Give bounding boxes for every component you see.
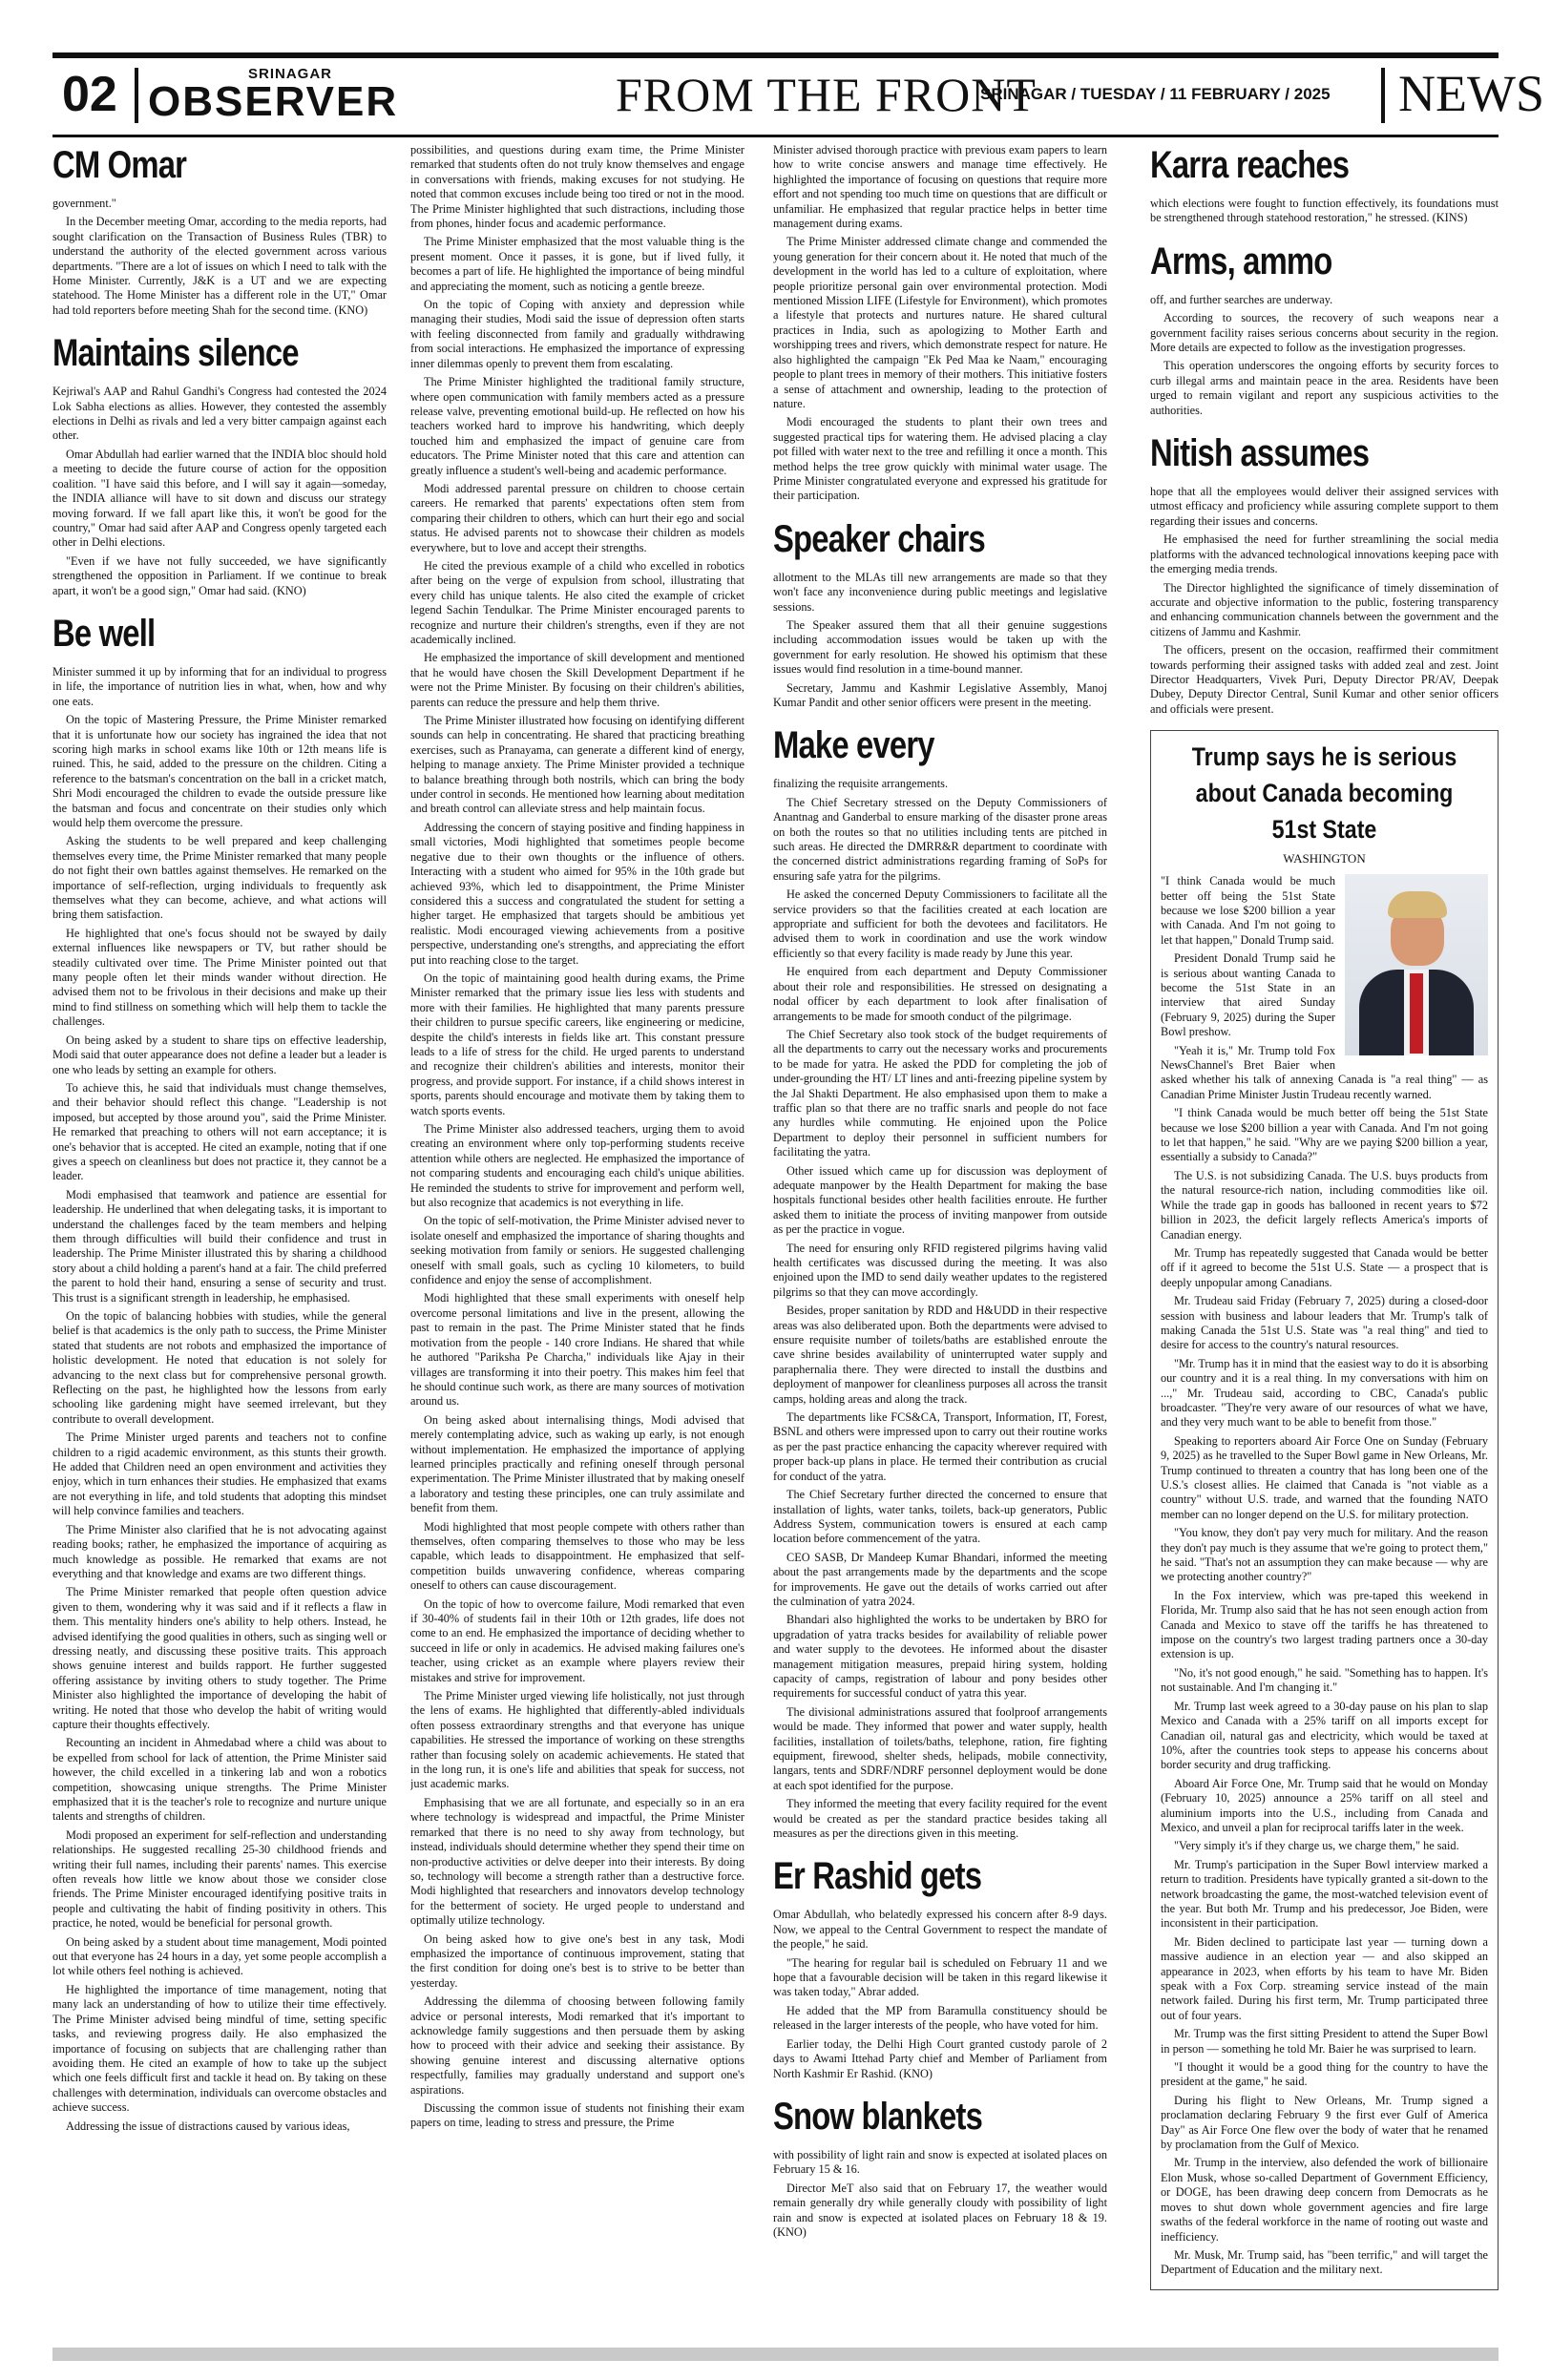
article-paragraph: Other issued which came up for discussion was deployment of adequate manpower by the Health Department for making the base hospitals functional besides other health facilities enroute. He further asked them to initiate the process of inviting manpower from outside as per the practice in vogue. bbox=[773, 1163, 1107, 1237]
article-headline: Be well bbox=[52, 612, 156, 655]
dateline: SRINAGAR / TUESDAY / 11 FEBRUARY / 2025 bbox=[980, 85, 1331, 103]
article-paragraph: Kejriwal's AAP and Rahul Gandhi's Congress had contested the 2024 Lok Sabha elections as allies. However, they contested the assembly elections in Delhi as rivals and led a very bitter campaign against each other. bbox=[52, 385, 387, 443]
article-paragraph: Omar Abdullah, who belatedly expressed his concern after 8-9 days. Now, we appeal to the Central Government to respect the mandate of the people," he said. bbox=[773, 1908, 1107, 1952]
article-paragraph: Addressing the concern of staying positive and finding happiness in small victories, Modi highlighted that sometimes people become negative due to their own thoughts or the influence of others. Interacting with a student who aimed for 95% in the 10th grade but achieved 93%, which led to disappointment, the Prime Minister considered this a success and congratulated the student for setting a higher target. He emphasized that targets should be ambitious yet realistic. Modi encouraged viewing achievements from a positive perspective, understanding one's strengths, and appreciating the effort put into reaching close to the target. bbox=[410, 820, 744, 967]
article-paragraph: "Mr. Trump has it in mind that the easiest way to do it is absorbing our country and it is a real thing. In my conversations with him on ...," Mr. Trudeau said, according to CBC, Canada's public broadcaster. "They're very aware of our resources of what we have, and they very much want to be able to benefit from those." bbox=[1161, 1356, 1488, 1430]
article-paragraph: President Donald Trump said he is serious about wanting Canada to become the 51st State in an interview that aired Sunday (February 9, 2025) during the Super Bowl preshow. bbox=[1161, 951, 1335, 1039]
boxed-article bbox=[1150, 730, 1499, 2290]
article-paragraph: The need for ensuring only RFID registered pilgrims having valid health certificates was discussed during the meeting. It was also enjoined upon the IMD to send daily weather updates to the registered pilgrims so that they can move accordingly. bbox=[773, 1241, 1107, 1299]
article-paragraph: Mr. Trump's participation in the Super Bowl interview marked a return to tradition. Presidents have typically granted a sit-down to the network broadcasting the game, the most-watched television event of the year. But both Mr. Trump and his predecessor, Joe Biden, were inconsistent in their participation. bbox=[1161, 1857, 1488, 1931]
article-paragraph: The Prime Minister urged viewing life holistically, not just through the lens of exams. He highlighted that differently-abled individuals often possess extraordinary strengths and that everyone has unique capabilities. He stressed the importance of working on these strengths rather than focusing solely on academic achievements. He stated that in the long run, it is one's life and abilities that speak for success, not just academic marks. bbox=[410, 1689, 744, 1791]
article-paragraph: The U.S. is not subsidizing Canada. The U.S. buys products from the natural resource-rich nation, including commodities like oil. While the trade gap in goods has ballooned in recent years to $72 billion in 2023, the deficit largely reflects America's imports of Canadian energy. bbox=[1161, 1168, 1488, 1242]
masthead-divider bbox=[1381, 68, 1385, 123]
article-paragraph: government." bbox=[52, 197, 116, 210]
article-paragraph: He highlighted the importance of time management, noting that many lack an understanding of how to utilize their time effectively. The Prime Minister advised being mindful of time, setting specific tasks, and reviewing progress daily. He also emphasized the importance of focusing on subjects that are challenging rather than avoiding them. He cited an example of how to take up the subject which one feels difficult first and tackle it head on. By taking on these challenges with determination, individuals can overcome obstacles and achieve success. bbox=[52, 1982, 387, 2115]
article-paragraph: On being asked how to give one's best in any task, Modi emphasized the importance of continuous improvement, stating that the first condition for doing one's best is to strive to be better than yesterday. bbox=[410, 1931, 744, 1990]
article-paragraph: This operation underscores the ongoing efforts by security forces to curb illegal arms and maintain peace in the area. Residents have been urged to remain vigilant and report any suspicious activities to the authorities. bbox=[1150, 359, 1499, 417]
article-paragraph: "Even if we have not fully succeeded, we have significantly strengthened the opposition in Parliament. If we continue to break apart, it won't be a good sign," Omar had said. (KNO) bbox=[52, 553, 387, 597]
article-paragraph: He emphasized the importance of skill development and mentioned that he would have chosen the Skill Development Department if he were not the Prime Minister. By focusing on their children's abilities, parents can reduce the pressure and help them thrive. bbox=[410, 651, 744, 709]
article-paragraph: He emphasised the need for further streamlining the social media platforms with the advanced technological innovations keeping pace with the emerging media trends. bbox=[1150, 532, 1499, 576]
article-paragraph: The officers, present on the occasion, reaffirmed their commitment towards performing their assigned tasks with added zeal and zest. Joint Director Headquarters, Vivek Puri, Deputy Director PR/AV, Deepak Dubey, Deputy Director Central, Sunil Kumar and other senior officers and officials were present. bbox=[1150, 643, 1499, 716]
article-paragraph: Modi encouraged the students to plant their own trees and suggested practical tips for watering them. He advised placing a clay pot filled with water next to the tree and refilling it once a month. This method helps the tree grow quickly with minimal water usage. The Prime Minister congratulated everyone and expressed his gratitude for their participation. bbox=[773, 415, 1107, 503]
article-paragraph: The Prime Minister also addressed teachers, urging them to avoid creating an environment where only top-performing students receive attention while others are neglected. He emphasized the importance of not comparing students and encouraging each child's unique abilities. He reminded the students to strive for improvement and perform well, but also recognize that academics is not everything in life. bbox=[410, 1122, 744, 1210]
article-paragraph: He highlighted that one's focus should not be swayed by daily external influences like newspapers or TV, but rather should be steadily cultivated over time. The Prime Minister pointed out that many people often let their minds wander without direction. He advised them not to be frivolous in their decisions and make up their mind to find stillness on something which will help them to tackle the challenges. bbox=[52, 926, 387, 1029]
article-paragraph: Mr. Trump has repeatedly suggested that Canada would be better off if it agreed to become the 51st U.S. State — a prospect that is deeply unpopular among Canadians. bbox=[1161, 1245, 1488, 1289]
category-label: NEWS bbox=[1398, 65, 1544, 122]
article-paragraph: Modi highlighted that most people compete with others rather than themselves, often comparing themselves to those who may be less capable, which leads to disappointment. He emphasized that self-competition builds unwavering confidence, whereas comparing oneself to others can cause discouragement. bbox=[410, 1519, 744, 1593]
article-paragraph: Addressing the dilemma of choosing between following family advice or personal interests, Modi remarked that it's important to acknowledge family suggestions and then persuade them by asking how to proceed with their advice and seeking their assistance. By showing genuine interest and discussing alternative options respectfully, families may gradually understand and support one's aspirations. bbox=[410, 1994, 744, 2097]
article-paragraph: On the topic of maintaining good health during exams, the Prime Minister remarked that the primary issue lies less with students and more with their families. He highlighted that many parents pressure their children to pursue specific careers, like engineering or medicine, despite the child's interests in fields like art. This constant pressure leads to a life of stress for the child. He urged parents to understand and recognize their children's abilities and interests, monitor their progress, and provide support. For instance, if a child shows interest in sports, parents should encourage and motivate them by taking them to watch sports events. bbox=[410, 971, 744, 1117]
boxed-article-headline: Trump says he is serious about Canada becoming 51st State bbox=[1191, 742, 1457, 845]
masthead bbox=[52, 52, 1544, 137]
article-headline: Speaker chairs bbox=[773, 517, 985, 560]
article-paragraph: On the topic of Mastering Pressure, the Prime Minister remarked that it is unfortunate how our society has ingrained the idea that not scoring high marks in school exams like 10th or 12th means life is ruined. This, he said, added to the pressure on the children. Citing a reference to the batsman's concentration on the ball in a cricket match, Shri Modi encouraged the children to evade the outside pressure like the batsman and focus and concentrate on their studies only which would help them overcome the pressure. bbox=[52, 713, 387, 829]
column-4 bbox=[1150, 143, 1499, 2343]
article-paragraph: Bhandari also highlighted the works to be undertaken by BRO for upgradation of yatra tracks besides for availability of reliable power and water supply to the devotees. He informed about the disaster management mitigation measures, prepaid hiring system, holding capacity of camps, registration of labour and pony besides other requirements for successful conduct of yatra this year. bbox=[773, 1613, 1107, 1701]
article-paragraph: Modi emphasised that teamwork and patience are essential for leadership. He underlined that when delegating tasks, it is important to understand the challenges faced by the team members and helping them through difficulties will build their confidence and trust in leadership. The Prime Minister illustrated this by sharing a childhood story about a child holding a parent's hand at a fair. The child preferred the parent to hold their hand, ensuring a sense of security and trust. This trust is a significant strength in leadership, he emphasised. bbox=[52, 1187, 387, 1305]
article-paragraph: finalizing the requisite arrangements. bbox=[773, 777, 949, 791]
article-paragraph: Mr. Trump was the first sitting President to attend the Super Bowl in person — something he told Mr. Baier he was surprised to learn. bbox=[1161, 2027, 1488, 2056]
article-headline: Maintains silence bbox=[52, 332, 299, 375]
article-paragraph: Recounting an incident in Ahmedabad where a child was about to be expelled from school for lack of attention, the Prime Minister said however, the child excelled in a tinkering lab and won a robotics competition, showcasing unique strengths. The Prime Minister emphasized that it is the teacher's role to recognize and nurture unique talents and strengths of children. bbox=[52, 1736, 387, 1824]
article-paragraph: He added that the MP from Baramulla constituency should be released in the larger interests of the people, who have voted for him. bbox=[773, 2003, 1107, 2033]
article-paragraph: "You know, they don't pay very much for military. And the reason they don't pay much is they assume that we're going to protect them," he said. "That's not an assumption they can make because — why are we protecting another country?" bbox=[1161, 1526, 1488, 1584]
article-paragraph: On being asked about internalising things, Modi advised that merely contemplating advice, such as waking up early, is not enough without implementation. He emphasized the importance of applying learned principles practically and refining oneself through personal experimentation. The Prime Minister illustrated that by making oneself a laboratory and testing these principles, one can truly assimilate and benefit from them. bbox=[410, 1412, 744, 1515]
article-paragraph: On the topic of how to overcome failure, Modi remarked that even if 30-40% of students fail in their 10th or 12th grades, life does not come to an end. He emphasized the importance of deciding whether to succeed in life or only in academics. He advised making failures one's teacher, using cricket as an example where players review their mistakes and strive for improvement. bbox=[410, 1597, 744, 1684]
article-paragraph: Aboard Air Force One, Mr. Trump said that he would on Monday (February 10, 2025) announce a 25% tariff on all steel and aluminium imports into the U.S., including from Canada and Mexico, and unveil a plan for reciprocal tariffs later in the week. bbox=[1161, 1776, 1488, 1834]
article-paragraph: "I think Canada would be much better off being the 51st State because we lose $200 billion a year with Canada. And I'm not going to let that happen," Donald Trump said. bbox=[1161, 874, 1335, 947]
article-headline: Er Rashid gets bbox=[773, 1855, 982, 1898]
article-paragraph: Secretary, Jammu and Kashmir Legislative Assembly, Manoj Kumar Pandit and other senior officers were present in the meeting. bbox=[773, 680, 1107, 709]
article-paragraph: off, and further searches are underway. bbox=[1150, 292, 1333, 306]
article-paragraph: The Prime Minister remarked that people often question advice given to them, wondering why it was said and if it reflects a flaw in them. This mentality hinders one's ability to help others. Instead, he advised identifying the good qualities in others, such as singing well or dressing neatly, and discussing these positive traits. This approach shows genuine interest and builds rapport. He further suggested offering assistance by inviting others to study together. The Prime Minister also highlighted the importance of developing the habit of writing. He noted that those who develop the habit of writing would capture their thoughts effectively. bbox=[52, 1585, 387, 1731]
column-2 bbox=[410, 143, 744, 2343]
article-paragraph: Minister advised thorough practice with previous exam papers to learn how to write concise answers and manage time effectively. He highlighted the importance of focusing on questions that require more effort and not spending too much time on questions that are difficult or unfamiliar. He emphasized that regular practice helps in better time management during exams. bbox=[773, 143, 1107, 231]
article-paragraph: In the December meeting Omar, according to the media reports, had sought clarification on the Transaction of Business Rules (TBR) to understand the authority of the elected government across various departments. "There are a lot of issues on which I need to talk with the Home Minister. Currently, J&K is a UT and we are expecting statehood. The Home Minister has a different role in the UT," Omar had told reporters before meeting Shah for the second time. (KNO) bbox=[52, 215, 387, 317]
article-paragraph: According to sources, the recovery of such weapons near a government facility raises serious concerns about security in the region. More details are expected to follow as the investigation progresses. bbox=[1150, 311, 1499, 355]
article-paragraph: "The hearing for regular bail is scheduled on February 11 and we hope that a favourable decision will be taken in this regard likewise it was taken today," Abrar added. bbox=[773, 1955, 1107, 1999]
article-paragraph: On being asked by a student to share tips on effective leadership, Modi said that outer appearance does not define a leader but a leader is one who leads by setting an example for others. bbox=[52, 1033, 387, 1076]
article-paragraph: allotment to the MLAs till new arrangements are made so that they won't face any inconvenience during public meetings and legislative sessions. bbox=[773, 570, 1107, 614]
article-paragraph: On the topic of balancing hobbies with studies, while the general belief is that academics is the only path to success, the Prime Minister stated that students are not robots and emphasized the importance of holistic development. He noted that education is not solely for advancing to the next class but for comprehensive personal growth. Reflecting on the past, he highlighted how the lessons from early schooling like gardening might have seemed irrelevant, but they contribute to overall development. bbox=[52, 1309, 387, 1426]
footer-bar bbox=[52, 2348, 1499, 2361]
article-paragraph: Modi proposed an experiment for self-reflection and understanding relationships. He suggested recalling 25-30 childhood friends and writing their full names, including their parents' names. This exercise often reveals how little we know about those we consider close friends. The Prime Minister encouraged identifying positive traits in people and cultivating the habit of finding positivity in others. This practice, he noted, would be beneficial for personal growth. bbox=[52, 1827, 387, 1931]
article-headline: Nitish assumes bbox=[1150, 432, 1370, 475]
article-paragraph: On the topic of self-motivation, the Prime Minister advised never to isolate oneself and emphasized the importance of sharing thoughts and seeking motivation from family or seniors. He suggested challenging oneself with small goals, such as cycling 10 kilometers, to build confidence and enjoy the sense of accomplishment. bbox=[410, 1214, 744, 1287]
column-1 bbox=[52, 143, 387, 2343]
article-paragraph: Omar Abdullah had earlier warned that the INDIA bloc should hold a meeting to decide the future course of action for the opposition coalition. "I have said this before, and I will say it again—someday, the INDIA alliance will have to sit down and discuss our strategy moving forward. If we fall apart like this, it won't be good for the country," Omar had said after AAP and Congress openly targeted each other in Delhi elections. bbox=[52, 447, 387, 550]
article-paragraph: On the topic of Coping with anxiety and depression while managing their studies, Modi said the issue of depression often starts with feeling disconnected from family and gradually withdrawing from social interactions. He emphasized the importance of expressing inner dilemmas openly to prevent them from escalating. bbox=[410, 298, 744, 370]
article-paragraph: The departments like FCS&CA, Transport, Information, IT, Forest, BSNL and others were impressed upon to carry out their routine works as per the past practice enhancing the capacity wherever required with proper back-up plans in place. He termed their contribution as crucial for conduct of the yatra. bbox=[773, 1410, 1107, 1483]
article-headline: Make every bbox=[773, 724, 934, 767]
logo-city: SRINAGAR bbox=[248, 66, 333, 82]
article-paragraph: Addressing the issue of distractions caused by various ideas, bbox=[66, 2119, 350, 2133]
trump-portrait-photo bbox=[1345, 874, 1488, 1055]
article-paragraph: "I thought it would be a good thing for the country to have the president at the game," he said. bbox=[1161, 2060, 1488, 2089]
article-paragraph: hope that all the employees would deliver their assigned services with utmost efficacy and proficiency while assuring complete support to them regarding their issues and concerns. bbox=[1150, 485, 1499, 528]
article-paragraph: The Prime Minister highlighted the traditional family structure, where open communication with family members acted as a pressure release valve, preventing emotional build-up. He reflected on how his teachers worked hard to improve his handwriting, which deeply touched him and emphasized the impact of genuine care from educators. The Prime Minister noted that this care and attention can greatly influence a student's well-being and academic performance. bbox=[410, 375, 744, 477]
article-paragraph: Minister summed it up by informing that for an individual to progress in life, the importance of nutrition lies in what, when, how and why one eats. bbox=[52, 664, 387, 708]
masthead-divider bbox=[135, 68, 138, 123]
article-paragraph: The Prime Minister urged parents and teachers not to confine children to a rigid academic environment, as this stunts their growth. He added that Children need an open environment and activities they enjoy, which in turn enhances their studies. He emphasized that exams are not everything in life, and told students that adopting this mindset will help convince families and teachers. bbox=[52, 1430, 387, 1518]
article-paragraph: with possibility of light rain and snow is expected at isolated places on February 15 & 16. bbox=[773, 2147, 1107, 2177]
article-paragraph: The Chief Secretary stressed on the Deputy Commissioners of Anantnag and Ganderbal to ensure marking of the disaster prone areas on both the routes so that no utilities including tents are pitched in such areas. He directed the DMRR&R department to coordinate with the concerned district administrations regarding framing of SoPs for ensuring safe yatra for the pilgrims. bbox=[773, 795, 1107, 883]
article-headline: Snow blankets bbox=[773, 2095, 982, 2138]
article-paragraph: "Very simply it's if they charge us, we charge them," he said. bbox=[1174, 1839, 1459, 1853]
article-paragraph: They informed the meeting that every facility required for the event would be created as per the standard practice besides taking all measures as per the directions given in this meeting. bbox=[773, 1797, 1107, 1841]
article-paragraph: Mr. Trudeau said Friday (February 7, 2025) during a closed-door session with business and labour leaders that Mr. Trump's talk of making Canada the 51st U.S. State was "a real thing" and tied to desire for access to the country's natural resources. bbox=[1161, 1294, 1488, 1352]
article-headline: Karra reaches bbox=[1150, 144, 1350, 186]
article-paragraph: Mr. Biden declined to participate last year — turning down a massive audience in an election year — and also skipped an appearance in 2023, when efforts by his team to have Mr. Biden speak with a Fox Corp. streaming service instead of the main network failed. During his first term, Mr. Trump participated three out of four years. bbox=[1161, 1934, 1488, 2022]
article-paragraph: Modi addressed parental pressure on children to choose certain careers. He remarked that parents' expectations often stem from comparing their children to others, which can hurt their ego and social status. He advised parents not to showcase their children as models everywhere, but to love and accept their strengths. bbox=[410, 481, 744, 554]
article-paragraph: Modi highlighted that these small experiments with oneself help overcome personal limitations and live in the present, allowing the past to remain in the past. The Prime Minister stated that he finds motivation from the people - 140 crore Indians. He shared that while he authored "Pariksha Pe Charcha," individuals like Ajay in their villages are transforming it into their poetry. This makes him feel that he should continue such work, as there are many sources of motivation around us. bbox=[410, 1291, 744, 1409]
article-paragraph: Mr. Trump last week agreed to a 30-day pause on his plan to slap Mexico and Canada with a 25% tariff on all imports except for Canadian oil, natural gas and electricity, which would be taxed at 10%, after the countries took steps to appease his concerns about border security and drug trafficking. bbox=[1161, 1699, 1488, 1772]
article-paragraph: Asking the students to be well prepared and keep challenging themselves every time, the Prime Minister remarked that many people do not fight their own battles against themselves. He remarked on the importance of self-reflection, urging individuals to frequently ask themselves what they can become, achieve, and what actions will bring them satisfaction. bbox=[52, 834, 387, 922]
article-paragraph: which elections were fought to function effectively, its foundations must be strengthened through statehood restoration," he stressed. (KINS) bbox=[1150, 197, 1499, 225]
article-paragraph: The Prime Minister also clarified that he is not advocating against reading books; rather, he emphasized the importance of acquiring as much knowledge as possible. He remarked that exams are not everything and that knowledge and exams are two different things. bbox=[52, 1522, 387, 1580]
article-paragraph: The Chief Secretary further directed the concerned to ensure that installation of lights, water tanks, toilets, back-up generators, Public Address System, communication towers is ensured at each camp location before commencement of the yatra. bbox=[773, 1488, 1107, 1546]
article-paragraph: Mr. Trump in the interview, also defended the work of billionaire Elon Musk, whose so-called Department of Government Efficiency, or DOGE, has been drawing deep concern from Democrats as he moves to shut down whole government agencies and fire large swaths of the federal workforce in the name of rooting out waste and inefficiency. bbox=[1161, 2156, 1488, 2244]
article-paragraph: Mr. Musk, Mr. Trump said, has "been terrific," and will target the Department of Education and the military next. bbox=[1161, 2247, 1488, 2277]
article-paragraph: Speaking to reporters aboard Air Force One on Sunday (February 9, 2025) as he travelled to the Super Bowl game in New Orleans, Mr. Trump continued to threaten a country that has long been one of the U.S.'s closest allies. He claimed that Canada is "not viable as a country" without U.S. trade, and warned that the founding NATO member can no longer depend on the U.S. for military protection. bbox=[1161, 1433, 1488, 1521]
article-paragraph: He enquired from each department and Deputy Commissioner about their role and responsibilities. He stressed on designating a nodal officer by each department to look after finalisation of arrangements to be made for smooth conduct of the pilgrimage. bbox=[773, 965, 1107, 1023]
newspaper-logo: OBSERVER bbox=[148, 78, 399, 125]
page-number: 02 bbox=[62, 67, 117, 122]
article-headline: CM Omar bbox=[52, 144, 187, 186]
article-paragraph: CEO SASB, Dr Mandeep Kumar Bhandari, informed the meeting about the past arrangements made by the departments and the scope for improvements. He gave out the details of works carried out after the culmination of yatra 2024. bbox=[773, 1550, 1107, 1608]
article-paragraph: Earlier today, the Delhi High Court granted custody parole of 2 days to Awami Ittehad Party chief and Member of Parliament from North Kashmir Er Rashid. (KNO) bbox=[773, 2036, 1107, 2080]
article-paragraph: Emphasising that we are all fortunate, and especially so in an era where technology is widespread and impactful, the Prime Minister remarked that there is no need to shy away from technology, but instead, individuals should determine whether they spend their time on non-productive activities or delve deeper into their interests. By doing so, technology will become a strength rather than a destructive force. Modi highlighted that researchers and innovators develop technology for the betterment of society. He urged people to understand and optimally utilize technology. bbox=[410, 1795, 744, 1928]
article-headline: Arms, ammo bbox=[1150, 240, 1332, 282]
article-paragraph: possibilities, and questions during exam time, the Prime Minister remarked that students often do not truly know themselves and engage in conversations with friends, making excuses for not studying. He noted that common excuses include being too tired or not in the mood. The Prime Minister highlighted that such distractions, including those from phones, hinder focus and academic performance. bbox=[410, 143, 744, 231]
article-paragraph: "I think Canada would be much better off being the 51st State because we lose $200 billion a year with Canada. And I'm not going to let that happen," he said. "Why are we paying $200 billion a year, essentially a subsidy to Canada?" bbox=[1161, 1106, 1488, 1164]
column-3 bbox=[773, 143, 1107, 2343]
article-paragraph: To achieve this, he said that individuals must change themselves, and their behavior should reflect this change. "Leadership is not imposed, but accepted by those around you", said the Prime Minister. He remarked that preaching to others will not earn acceptance; it is one's behavior that is accepted. He cited an example, noting that if one gives a speech on cleanliness but does not practice it, they cannot be a leader. bbox=[52, 1080, 387, 1183]
article-paragraph: Besides, proper sanitation by RDD and H&UDD in their respective areas was also deliberated upon. Both the departments were advised to ensure requisite number of toilets/baths are established enroute the cave shrine besides availability of uninterrupted water supply and paraphernalia there. They were directed to install the dustbins and deployment of manpower for cleanliness purposes all across the transit camps, holding areas and along the track. bbox=[773, 1304, 1107, 1406]
article-paragraph: He cited the previous example of a child who excelled in robotics after being on the verge of expulsion from school, illustrating that every child has unique talents. He also cited the example of cricket legend Sachin Tendulkar. The Prime Minister encouraged parents to recognize and nurture their children's strengths, even if they are not academically inclined. bbox=[410, 558, 744, 646]
article-dateline: WASHINGTON bbox=[1283, 851, 1366, 866]
article-paragraph: During his flight to New Orleans, Mr. Trump signed a proclamation declaring February 9 the first ever Gulf of America Day" as Air Force One flew over the body of water that he renamed by proclamation from the Gulf of Mexico. bbox=[1161, 2093, 1488, 2152]
article-paragraph: The Prime Minister illustrated how focusing on identifying different sounds can help in concentrating. He shared that practicing breathing exercises, such as Pranayama, can generate a different kind of energy, helping to manage anxiety. The Prime Minister provided a technique to balance breathing through both nostrils, which can bring the body under control in seconds. He mentioned how learning about meditation and breath control can alleviate stress and help maintain focus. bbox=[410, 714, 744, 816]
article-paragraph: On being asked by a student about time management, Modi pointed out that everyone has 24 hours in a day, yet some people accomplish a lot while others feel nothing is achieved. bbox=[52, 1934, 387, 1978]
article-paragraph: The Chief Secretary also took stock of the budget requirements of all the departments to carry out the necessary works and procurements to be made for yatra. He asked the PDD for completing the job of under-grounding the HT/ LT lines and anti-freezing pipeline system by the Jal Shakti Department. He also emphasised upon them to make a traffic plan so that there are no traffic snarls and people do not face any hurdles while commuting. He enjoined upon the Police Department to deploy their personnel in sufficient numbers for facilitating the yatra. bbox=[773, 1027, 1107, 1159]
article-paragraph: The Speaker assured them that all their genuine suggestions including accommodation issues would be taken up with the government for early resolution. He showed his optimism that these issues would find resolution in a time-bound manner. bbox=[773, 617, 1107, 677]
article-paragraph: "Yeah it is," Mr. Trump told Fox NewsChannel's Bret Baier when asked whether his talk of annexing Canada is "a real thing" — as Canadian Prime Minister Justin Trudeau recently warned. bbox=[1161, 1043, 1488, 1101]
article-paragraph: The Prime Minister emphasized that the most valuable thing is the present moment. Once it passes, it is gone, but if lived fully, it becomes a part of life. He highlighted the importance of being mindful and appreciating the moment, such as noticing a gentle breeze. bbox=[410, 235, 744, 293]
article-paragraph: "No, it's not good enough," he said. "Something has to happen. It's not sustainable. And I'm changing it." bbox=[1161, 1665, 1488, 1695]
article-paragraph: The divisional administrations assured that foolproof arrangements would be made. They informed that power and water supply, health facilities, installation of toilets/baths, telephone, ration, fire fighting equipment, firewood, shelter sheds, helipads, mobile connectivity, langars, tents and SDRF/NDRF personnel deployment would be done at each spot identified for the purpose. bbox=[773, 1704, 1107, 1792]
article-paragraph: Director MeT also said that on February 17, the weather would remain generally dry while generally cloudy with possibility of light rain and snow is expected at isolated places on February 18 & 19. (KNO) bbox=[773, 2181, 1107, 2239]
article-paragraph: Discussing the common issue of students not finishing their exam papers on time, leading to stress and pressure, the Prime bbox=[410, 2101, 744, 2130]
article-paragraph: He asked the concerned Deputy Commissioners to facilitate all the service providers so that the facilities created at each location are appropriate and sufficient for both the devotees and facilitators. He advised them to work in coordination and use the work window efficiently so that every facility is made ready by June this year. bbox=[773, 887, 1107, 960]
article-paragraph: The Prime Minister addressed climate change and commended the young generation for their concern about it. He noted that much of the development in the world has led to a culture of exploitation, where people prioritize personal gain over environmental protection. Modi mentioned Mission LIFE (Lifestyle for Environment), which promotes a lifestyle that protects and nurtures nature. He shared cultural practices in India, such as apologizing to Mother Earth and worshipping trees and rivers, which demonstrate respect for nature. He also highlighted the campaign "Ek Ped Maa ke Naam," encouraging people to plant trees in memory of their mothers. This initiative fosters a sense of attachment and ownership, leading to the protection of nature. bbox=[773, 235, 1107, 410]
section-title: FROM THE FRONT bbox=[616, 68, 1037, 121]
article-paragraph: In the Fox interview, which was pre-taped this weekend in Florida, Mr. Trump also said that he has not seen enough action from Canada and Mexico to stave off the tariffs he has threatened to impose on the country's two largest trading partners once a 30-day extension is up. bbox=[1161, 1588, 1488, 1661]
article-paragraph: The Director highlighted the significance of timely dissemination of accurate and objective information to the public, fostering transparency and enhancing communication channels between the government and the citizens of Jammu and Kashmir. bbox=[1150, 580, 1499, 638]
